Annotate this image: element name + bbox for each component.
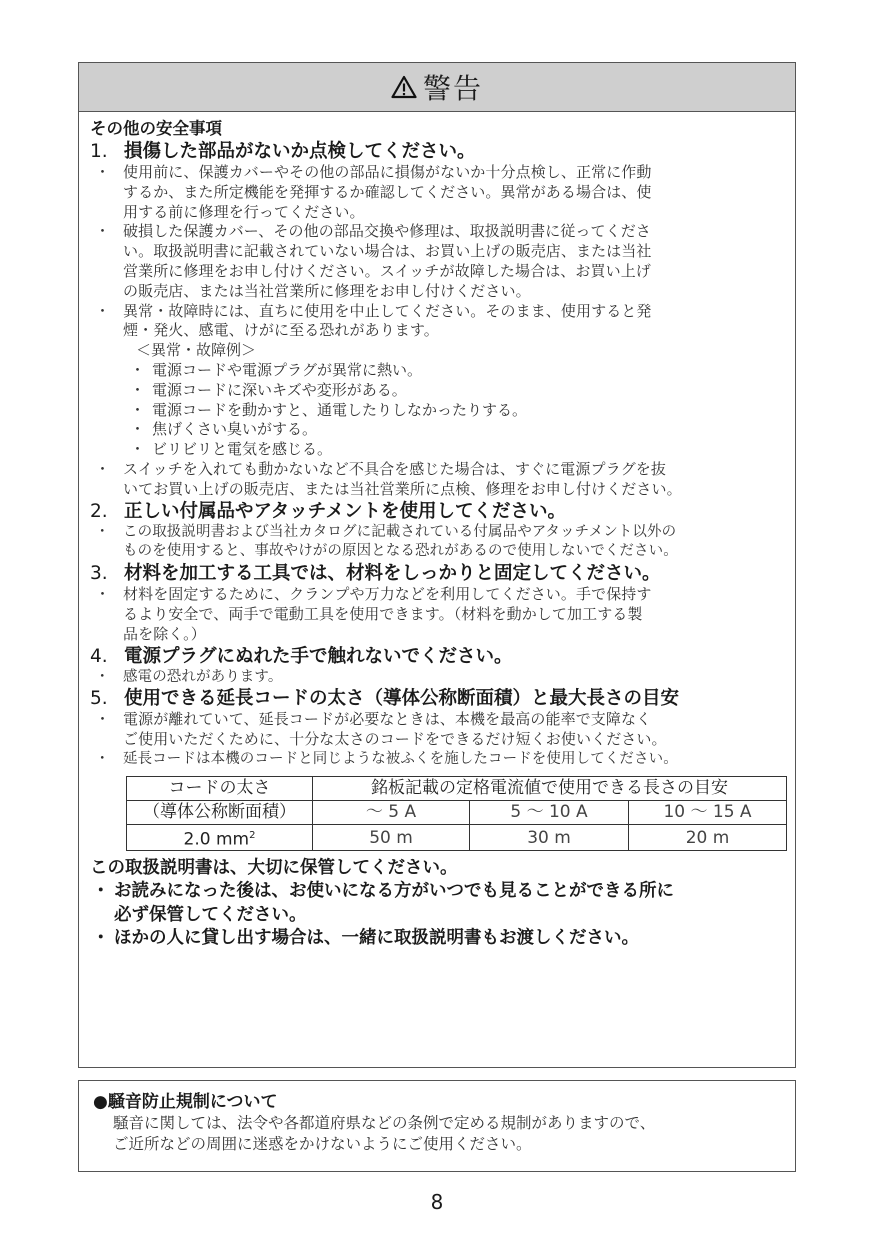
bullet: ・ [130, 380, 146, 399]
list-item [90, 163, 785, 222]
item-heading-text: 正しい付属品やアタッチメントを使用してください。 [124, 500, 566, 522]
bullet: ・ [92, 881, 110, 902]
bullet-text: 延長コードは本機のコードと同じような被ふくを施したコードを使用してください。 [123, 750, 678, 767]
example-text: 電源コードや電源プラグが異常に熱い。 [152, 360, 423, 379]
item-number: 1. [90, 141, 108, 162]
bullet: ・ [95, 222, 111, 241]
table-cell [127, 824, 313, 851]
bullet: ・ [95, 163, 111, 181]
item-4-heading [90, 645, 785, 668]
bullet-text: 材料を固定するために、クランプや万力などを利用してください。手で保持す るより安全で、両手で電動工具を使用できます。（材料を動かして加工する製 品を除く。） [123, 585, 652, 643]
bullet-text: 感電の恐れがあります。 [123, 668, 283, 685]
item-3-heading [90, 562, 785, 585]
example-text: 電源コードを動かすと、通電したりしなかったりする。 [152, 400, 528, 419]
bullet: ・ [130, 420, 146, 439]
list-item [90, 523, 785, 563]
list-item [90, 927, 785, 951]
bullet-text: 使用前に、保護カバーやその他の部品に損傷がないか十分点検し、正常に作動 するか、また所定機能を発揮するか確認してください。異常がある場合は、使 用する前に修理を行ってください。 [123, 163, 652, 221]
bullet-text: 破損した保護カバー、その他の部品交換や修理は、取扱説明書に従ってくださ い。取扱説明書に記載されていない場合は、お買い上げの販売店、または当社 営業所に修理をお申し付けください。スイッチが故障した場合は、お買い上げ の販売店、または当社営業所に修理をお申し付けください。 [123, 222, 652, 300]
list-item [90, 222, 785, 301]
example-text: 焦げくさい臭いがする。 [152, 420, 318, 439]
table-cell: 20 m [629, 824, 787, 851]
bullet: ・ [95, 301, 111, 320]
bullet-text: 異常・故障時には、直ちに使用を中止してください。そのまま、使用すると発 煙・発火、感電、けがに至る恐れがあります。 [123, 301, 652, 340]
example-item [90, 361, 785, 381]
item-heading-text: 使用できる延長コードの太さ（導体公称断面積）と最大長さの目安 [124, 688, 680, 710]
warning-header [79, 63, 795, 112]
bullet: ・ [130, 400, 146, 419]
bullet: ・ [95, 750, 110, 767]
table-cell: ～ 5 A [313, 800, 470, 824]
keep-manual-title: この取扱説明書は、大切に保管してください。 [90, 858, 458, 879]
bullet: ・ [95, 710, 111, 729]
warning-box [78, 62, 796, 1068]
list-item [90, 585, 785, 644]
example-item [90, 401, 785, 421]
item-heading-text: 損傷した部品がないか点検してください。 [124, 141, 476, 162]
noise-regulation-box [78, 1080, 796, 1172]
example-item [90, 420, 785, 440]
table-header-cell: 銘板記載の定格電流値で使用できる長さの目安 [313, 776, 787, 800]
item-number: 2. [90, 500, 108, 522]
warning-content [79, 112, 795, 951]
example-label: ＜異常・故障例＞ [136, 341, 257, 360]
noise-title: ●騒音防止規制について [93, 1092, 278, 1112]
bullet: ・ [95, 585, 111, 604]
list-item [90, 880, 785, 927]
bullet-text: ほかの人に貸し出す場合は、一緒に取扱説明書もお渡しください。 [114, 928, 639, 949]
bullet: ・ [92, 928, 110, 949]
example-text: 電源コードに深いキズや変形がある。 [152, 380, 407, 399]
warning-triangle-icon [391, 75, 417, 99]
table-row [127, 800, 787, 824]
item-5-heading [90, 687, 785, 710]
table-row [127, 824, 787, 851]
bullet: ・ [95, 523, 110, 540]
table-row [127, 776, 787, 800]
bullet: ・ [95, 459, 111, 478]
bullet-text: スイッチを入れても動かないなど不具合を感じた場合は、すぐに電源プラグを抜 いてお買い上げの販売店、または当社営業所に点検、修理をお申し付けください。 [123, 459, 682, 498]
example-item [90, 381, 785, 401]
list-item [90, 302, 785, 342]
cord-size: 2.0 mm [183, 829, 250, 850]
cord-size-exponent: 2 [249, 829, 256, 841]
page-number: 8 [430, 1190, 444, 1214]
bullet: ・ [95, 668, 110, 685]
item-2-heading [90, 500, 785, 523]
item-number: 4. [90, 645, 108, 667]
bullet: ・ [130, 440, 146, 459]
bullet-text: 電源が離れていて、延長コードが必要なときは、本機を最高の能率で支障なく ご使用いただくために、十分な太さのコードをできるだけ短くお使いください。 [123, 710, 667, 749]
table-header-cell: （導体公称断面積） [127, 800, 313, 824]
item-heading-text: 電源プラグにぬれた手で触れないでください。 [124, 645, 513, 667]
list-item [90, 460, 785, 500]
extension-cord-table [126, 776, 787, 852]
example-text: ビリビリと電気を感じる。 [152, 440, 333, 459]
list-item [90, 668, 785, 688]
table-cell: 5 ～ 10 A [470, 800, 629, 824]
list-item [90, 710, 785, 750]
list-item [90, 750, 785, 770]
item-1-heading [90, 140, 785, 163]
item-number: 5. [90, 688, 108, 710]
bullet-text: この取扱説明書および当社カタログに記載されている付属品やアタッチメント以外の ものを使用すると、事故やけがの原因となる恐れがあるので使用しないでください。 [123, 523, 678, 560]
noise-body: 騒音に関しては、法令や各都道府県などの条例で定める規制がありますので、 ご近所などの周囲に迷惑をかけないようにご使用ください。 [113, 1114, 656, 1153]
bullet-text: お読みになった後は、お使いになる方がいつでも見ることができる所に 必ず保管してください。 [114, 881, 674, 925]
item-number: 3. [90, 563, 108, 585]
table-cell: 10 ～ 15 A [629, 800, 787, 824]
warning-title: 警告 [422, 72, 483, 105]
section-title: その他の安全事項 [90, 119, 222, 138]
example-item [90, 440, 785, 460]
table-cell: 50 m [313, 824, 470, 851]
item-heading-text: 材料を加工する工具では、材料をしっかりと固定してください。 [124, 563, 661, 585]
table-cell: 30 m [470, 824, 629, 851]
bullet: ・ [130, 360, 146, 379]
table-header-cell: コードの太さ [127, 776, 313, 800]
